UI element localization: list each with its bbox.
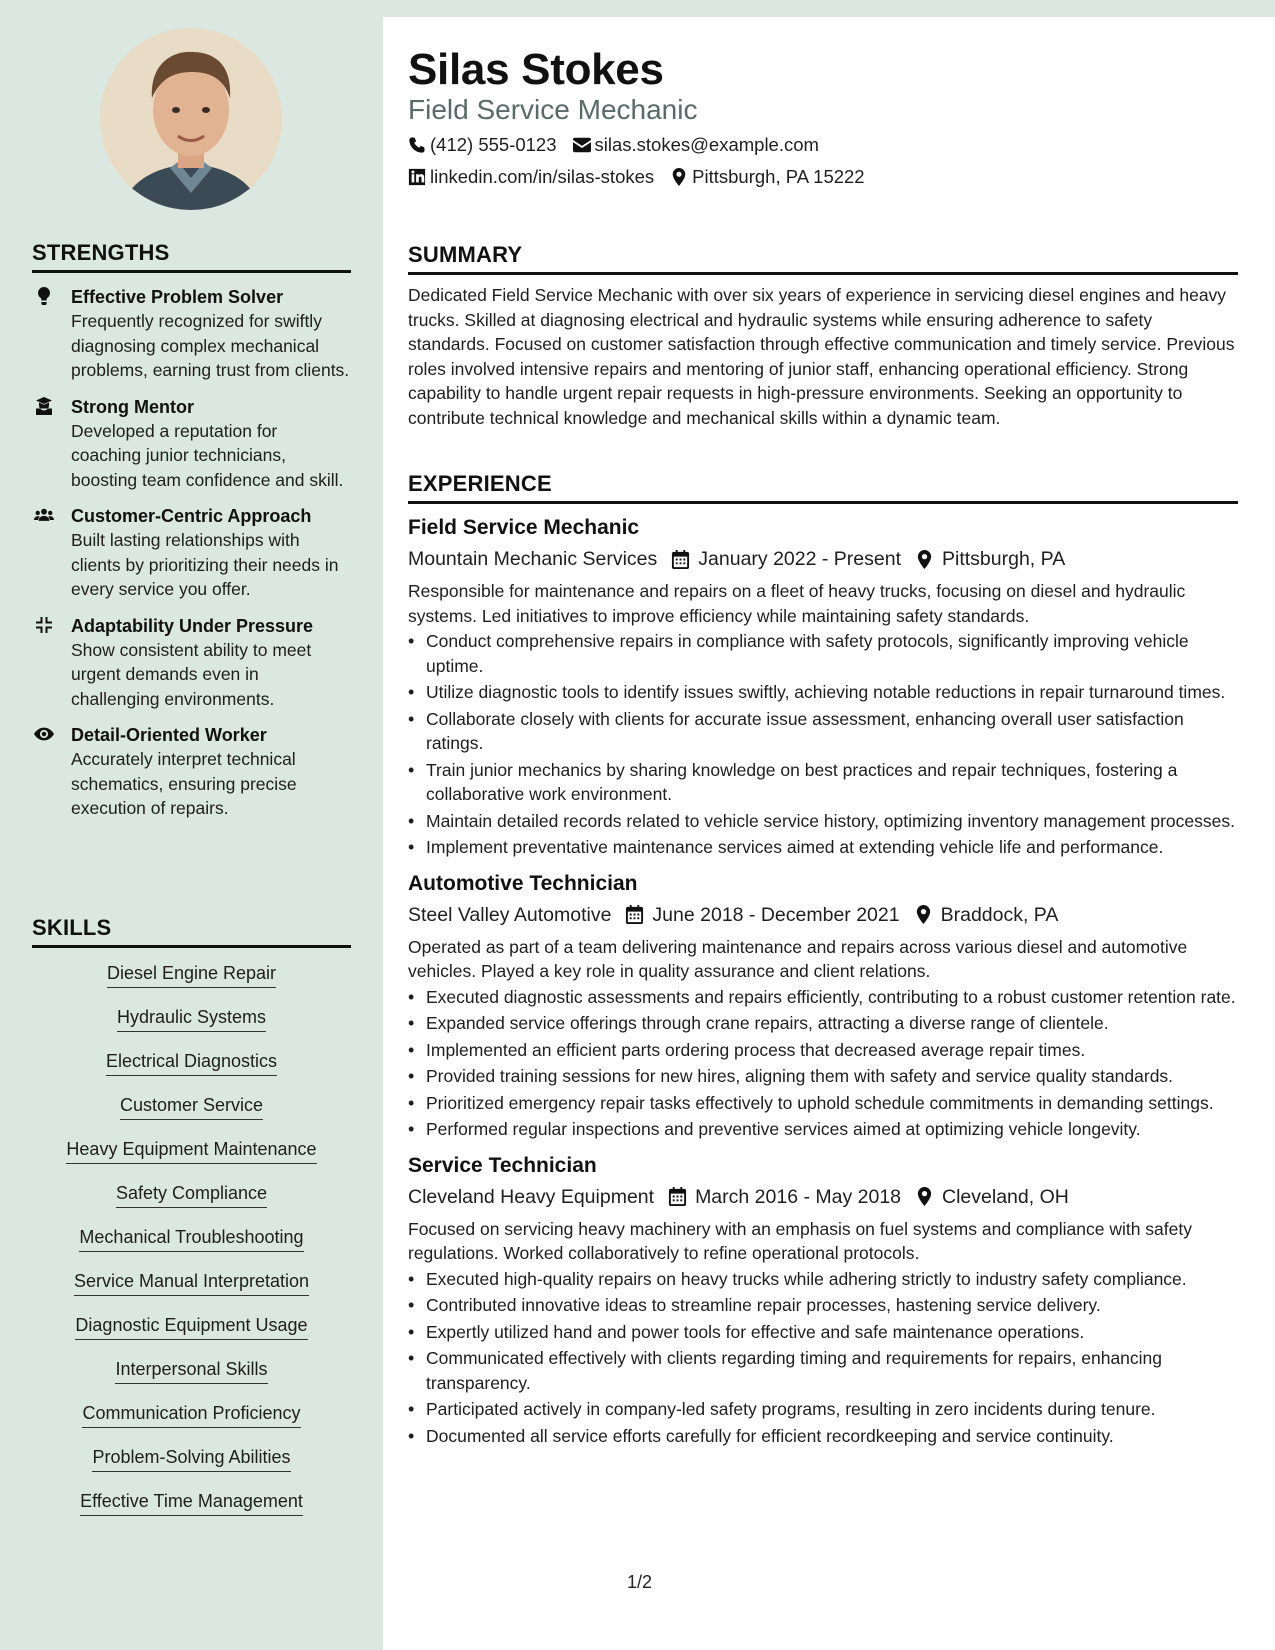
job-entry — [408, 1152, 1238, 1449]
strength-description: Built lasting relationships with clients by prioritizing their needs in every service you offer. — [71, 530, 339, 599]
job-title: Automotive Technician — [408, 871, 638, 895]
job-bullets — [408, 629, 1238, 860]
users-icon — [32, 504, 56, 526]
job-dates — [668, 1184, 901, 1210]
experience-heading: EXPERIENCE — [408, 471, 1238, 504]
skill-list — [32, 962, 351, 1516]
skill-label: Hydraulic Systems — [117, 1006, 266, 1032]
map-pin-icon — [915, 1187, 934, 1206]
skill-item — [32, 1314, 351, 1340]
skill-label: Problem-Solving Abilities — [92, 1446, 290, 1472]
job-description: Focused on servicing heavy machinery with an emphasis on fuel systems and compliance with safety regulations. Worked collaboratively to refine operational protocols. — [408, 1218, 1192, 1263]
job-location — [915, 1184, 1069, 1210]
job-title: Service Technician — [408, 1153, 597, 1177]
candidate-role: Field Service Mechanic — [408, 94, 698, 125]
experience-section — [408, 471, 1238, 1450]
bullet-item: • Conduct comprehensive repairs in compliance with safety protocols, significantly improving vehicle uptime. — [408, 629, 1238, 678]
strength-description: Accurately interpret technical schematics, ensuring precise execution of repairs. — [71, 749, 297, 818]
skill-label: Effective Time Management — [80, 1490, 303, 1516]
email-contact[interactable] — [573, 134, 819, 156]
linkedin-text: linkedin.com/in/silas-stokes — [430, 166, 655, 187]
job-entry — [408, 870, 1238, 1142]
sidebar — [0, 0, 383, 1650]
strength-item — [32, 723, 351, 821]
compress-icon — [32, 614, 56, 636]
strength-item — [32, 285, 351, 383]
company-name: Steel Valley Automotive — [408, 903, 612, 926]
job-meta — [408, 1184, 1238, 1210]
job-title: Field Service Mechanic — [408, 516, 640, 539]
map-pin-icon — [914, 905, 933, 924]
skill-label: Heavy Equipment Maintenance — [66, 1138, 316, 1164]
skill-item — [32, 1446, 351, 1472]
skills-section — [32, 915, 351, 1534]
bullet-item: • Expanded service offerings through crane repairs, attracting a diverse range of clientele. — [408, 1011, 1238, 1036]
phone-icon — [408, 136, 426, 154]
bullet-item: • Utilize diagnostic tools to identify issues swiftly, achieving notable reductions in repair turnaround times. — [408, 680, 1238, 705]
skill-item — [32, 1182, 351, 1208]
company-name: Mountain Mechanic Services — [408, 548, 658, 570]
skill-label: Electrical Diagnostics — [106, 1050, 277, 1076]
main-content — [383, 17, 1275, 1650]
calendar-icon — [668, 1187, 687, 1206]
job-company — [408, 1184, 654, 1210]
location-text: Pittsburgh, PA 15222 — [692, 166, 865, 187]
location-contact — [670, 166, 864, 188]
strength-description: Frequently recognized for swiftly diagnosing complex mechanical problems, earning trust from clients. — [71, 311, 350, 380]
email-text: silas.stokes@example.com — [594, 134, 819, 155]
strength-item — [32, 395, 351, 493]
contact-row — [408, 166, 881, 188]
job-bullets — [408, 985, 1238, 1142]
strength-item — [32, 504, 351, 602]
linkedin-contact[interactable] — [408, 166, 654, 188]
job-company — [408, 902, 611, 928]
map-pin-icon — [915, 550, 934, 569]
bullet-item: • Performed regular inspections and preventive services aimed at optimizing vehicle longevity. — [408, 1117, 1238, 1142]
bullet-item: • Maintain detailed records related to vehicle service history, optimizing inventory management processes. — [408, 809, 1238, 834]
strengths-section — [32, 240, 351, 821]
skill-item — [32, 1402, 351, 1428]
skill-label: Safety Compliance — [116, 1182, 267, 1208]
strength-title: Detail-Oriented Worker — [71, 725, 267, 745]
company-name: Cleveland Heavy Equipment — [408, 1185, 655, 1208]
phone-contact — [408, 134, 557, 156]
strength-title: Effective Problem Solver — [71, 287, 284, 307]
bullet-item: • Executed diagnostic assessments and repairs efficiently, contributing to a robust customer retention rate. — [408, 985, 1238, 1010]
job-entry — [408, 514, 1238, 860]
strength-item — [32, 614, 351, 712]
dates-text: January 2022 - Present — [698, 548, 901, 570]
graduation-icon — [32, 395, 56, 417]
strength-description: Show consistent ability to meet urgent demands even in challenging environments. — [71, 639, 312, 709]
skill-label: Diesel Engine Repair — [107, 962, 276, 988]
map-pin-icon — [670, 168, 688, 186]
dates-text: March 2016 - May 2018 — [695, 1185, 902, 1208]
lightbulb-icon — [32, 285, 56, 307]
skill-item — [32, 1050, 351, 1076]
bullet-item: • Provided training sessions for new hires, aligning them with safety and service quality standards. — [408, 1064, 1238, 1089]
calendar-icon — [671, 550, 690, 569]
summary-section — [408, 242, 1238, 430]
strength-description: Developed a reputation for coaching junior technicians, boosting team confidence and skill. — [71, 420, 344, 490]
bullet-item: • Train junior mechanics by sharing knowledge on best practices and repair techniques, fostering a collaborative work environment. — [408, 758, 1238, 807]
bullet-item: • Prioritized emergency repair tasks effectively to uphold schedule commitments in demanding settings. — [408, 1091, 1238, 1116]
strengths-heading: STRENGTHS — [32, 240, 351, 273]
summary-heading: SUMMARY — [408, 242, 1238, 275]
summary-text: Dedicated Field Service Mechanic with over six years of experience in servicing diesel engines and heavy trucks. Skilled at diagnosing electrical and hydraulic systems while ensuring adherence to safety standards. Focused on customer satisfaction through effective communication and timely service. Previous roles involved intensive repairs and mentoring of junior staff, enhancing operational efficiency. Strong capability to handle urgent repair requests in high-pressure environments. Seeking an opportunity to contribute technical knowledge and mechanical skills within a dynamic team. — [408, 285, 1235, 428]
linkedin-icon — [408, 168, 426, 186]
bullet-item: • Collaborate closely with clients for accurate issue assessment, enhancing overall user satisfaction ratings. — [408, 707, 1238, 756]
skill-item — [32, 1270, 351, 1296]
strength-title: Strong Mentor — [71, 396, 194, 417]
location-text: Cleveland, OH — [942, 1185, 1069, 1208]
skill-item — [32, 1226, 351, 1252]
skill-item — [32, 1490, 351, 1516]
strength-title: Customer-Centric Approach — [71, 506, 312, 526]
skill-label: Customer Service — [120, 1094, 263, 1120]
phone-text: (412) 555-0123 — [430, 134, 557, 155]
job-description: Responsible for maintenance and repairs on a fleet of heavy trucks, focusing on diesel and hydraulic systems. Led initiatives to improve efficiency while maintaining safety standards. — [408, 581, 1186, 626]
calendar-icon — [625, 905, 644, 924]
job-dates — [625, 902, 899, 928]
bullet-item: • Documented all service efforts carefully for efficient recordkeeping and service continuity. — [408, 1424, 1238, 1449]
bullet-item: • Contributed innovative ideas to streamline repair processes, hastening service delivery. — [408, 1293, 1238, 1318]
skill-label: Service Manual Interpretation — [74, 1270, 309, 1296]
bullet-item: • Communicated effectively with clients regarding timing and requirements for repairs, enhancing transparency. — [408, 1346, 1238, 1395]
job-company — [408, 546, 657, 572]
skill-item — [32, 1358, 351, 1384]
skill-item — [32, 962, 351, 988]
skills-heading: SKILLS — [32, 915, 351, 948]
contact-row — [408, 134, 835, 156]
profile-photo — [100, 28, 282, 210]
bullet-item: • Executed high-quality repairs on heavy trucks while adhering strictly to industry safety compliance. — [408, 1267, 1238, 1292]
skill-item — [32, 1094, 351, 1120]
job-bullets — [408, 1267, 1238, 1449]
job-description: Operated as part of a team delivering maintenance and repairs across various diesel and automotive vehicles. Played a key role in quality assurance and client relations. — [408, 936, 1188, 981]
job-dates — [671, 546, 901, 572]
envelope-icon — [573, 136, 591, 154]
bullet-item: • Implemented an efficient parts ordering process that decreased average repair times. — [408, 1038, 1238, 1063]
strength-title: Adaptability Under Pressure — [71, 615, 314, 636]
skill-item — [32, 1138, 351, 1164]
bullet-item: • Participated actively in company-led safety programs, resulting in zero incidents during tenure. — [408, 1397, 1238, 1422]
location-text: Pittsburgh, PA — [942, 548, 1066, 570]
job-meta — [408, 902, 1238, 928]
skill-item — [32, 1006, 351, 1032]
bullet-item: • Expertly utilized hand and power tools for effective and safe maintenance operations. — [408, 1320, 1238, 1345]
skill-label: Interpersonal Skills — [115, 1358, 267, 1384]
bullet-item: • Implement preventative maintenance services aimed at extending vehicle life and performance. — [408, 835, 1238, 860]
job-location — [915, 546, 1065, 572]
skill-label: Communication Proficiency — [82, 1402, 300, 1428]
page-number: 1/2 — [627, 1572, 653, 1592]
job-location — [914, 902, 1059, 928]
skill-label: Diagnostic Equipment Usage — [75, 1314, 307, 1340]
skill-label: Mechanical Troubleshooting — [79, 1226, 303, 1252]
candidate-name: Silas Stokes — [408, 45, 664, 94]
dates-text: June 2018 - December 2021 — [652, 903, 900, 926]
eye-icon — [32, 723, 56, 745]
location-text: Braddock, PA — [940, 903, 1059, 926]
job-meta — [408, 546, 1238, 572]
